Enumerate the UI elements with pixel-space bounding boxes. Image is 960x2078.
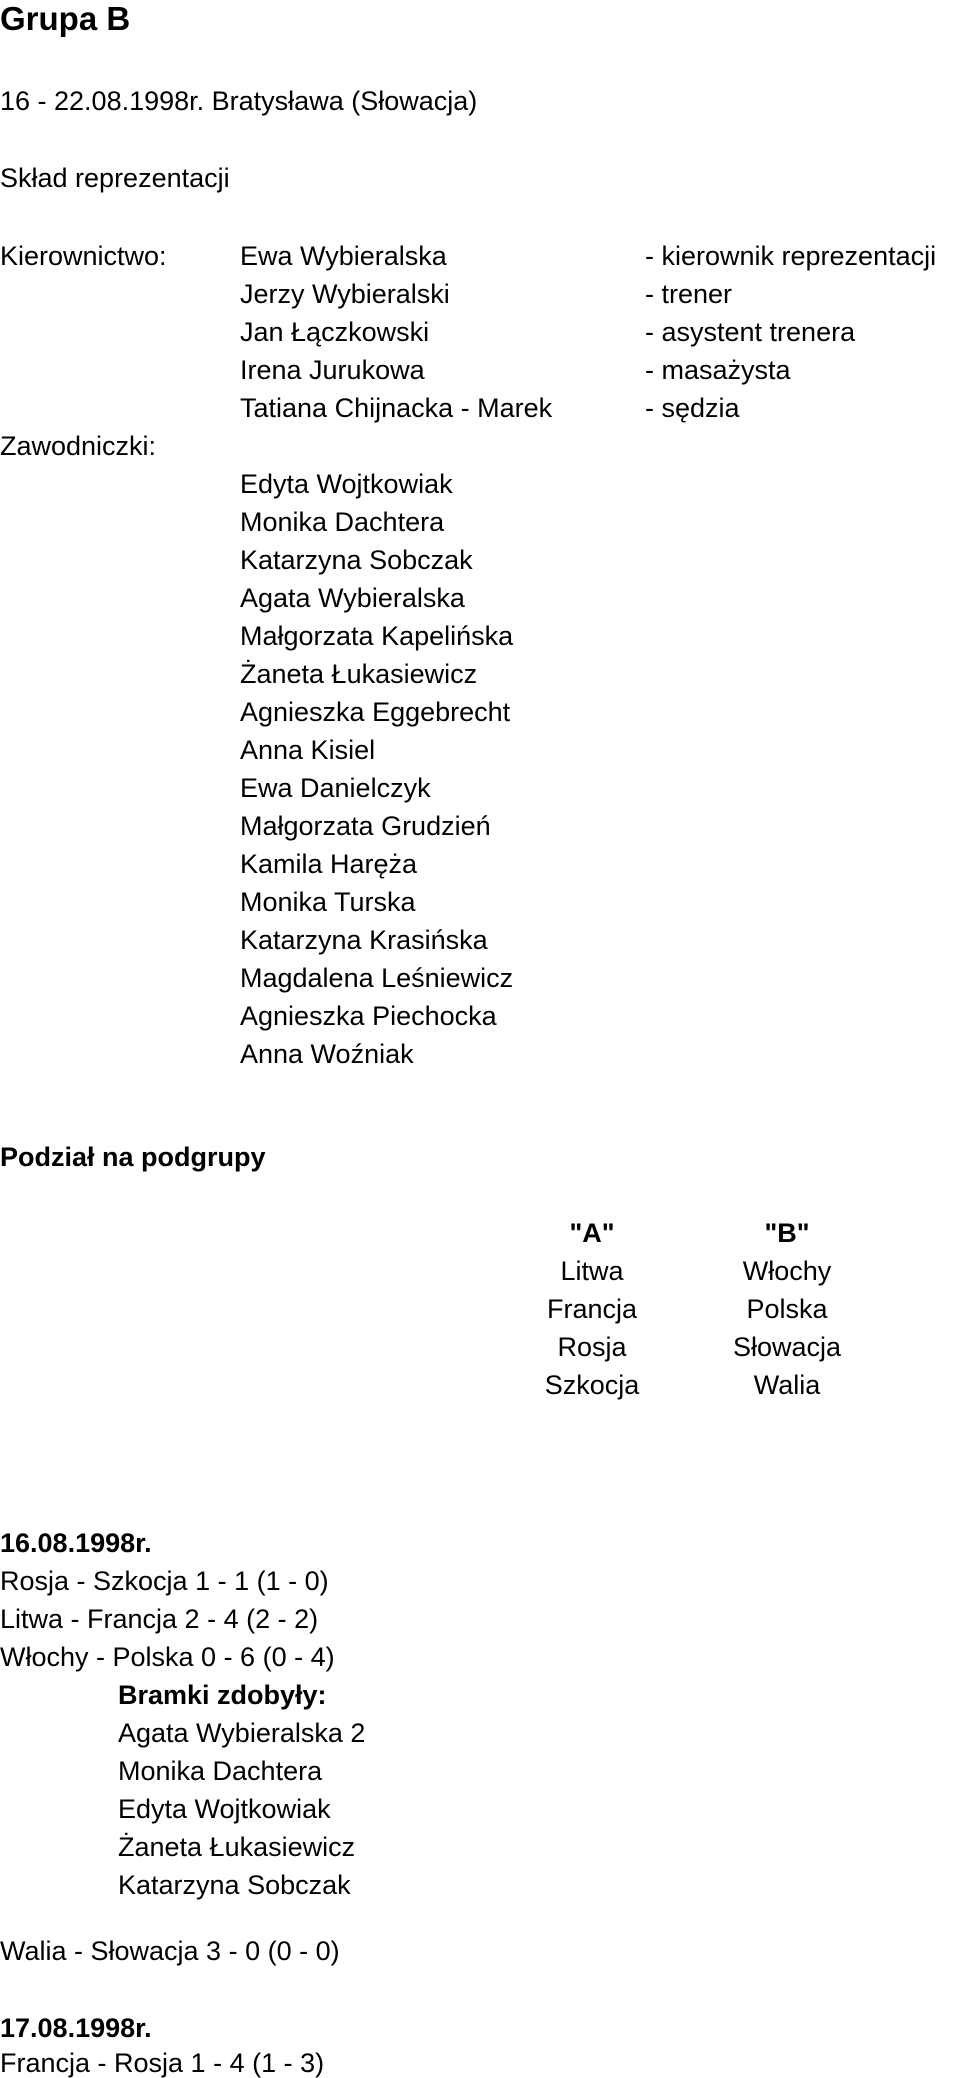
- player-name: Katarzyna Sobczak: [240, 545, 473, 575]
- scorer-name: Agata Wybieralska 2: [118, 1718, 366, 1748]
- subgroup-a-team: Francja: [546, 1294, 638, 1324]
- subgroup-a-header: "A": [569, 1218, 615, 1248]
- subgroup-b-team: Słowacja: [732, 1332, 842, 1362]
- management-role: - trener: [645, 279, 733, 309]
- subgroup-b-team: Walia: [753, 1370, 821, 1400]
- player-name: Agata Wybieralska: [240, 583, 465, 613]
- management-role: - asystent trenera: [645, 317, 856, 347]
- management-name: Jerzy Wybieralski: [240, 279, 450, 309]
- player-name: Monika Turska: [240, 887, 416, 917]
- player-name: Katarzyna Krasińska: [240, 925, 488, 955]
- day1-date: 16.08.1998r.: [0, 1528, 152, 1558]
- player-name: Monika Dachtera: [240, 507, 445, 537]
- management-name: Jan Łączkowski: [240, 317, 430, 347]
- player-name: Anna Woźniak: [240, 1039, 414, 1069]
- management-role: - masażysta: [645, 355, 791, 385]
- player-name: Małgorzata Kapelińska: [240, 621, 514, 651]
- players-label: Zawodniczki:: [0, 431, 157, 461]
- subgroup-b-header: "B": [764, 1218, 810, 1248]
- match-result: Rosja - Szkocja 1 - 1 (1 - 0): [0, 1566, 329, 1596]
- player-name: Agnieszka Piechocka: [240, 1001, 497, 1031]
- team-header: Skład reprezentacji: [0, 163, 230, 193]
- subgroup-a-team: Litwa: [560, 1256, 624, 1286]
- player-name: Edyta Wojtkowiak: [240, 469, 453, 499]
- player-name: Anna Kisiel: [240, 735, 376, 765]
- scorer-name: Katarzyna Sobczak: [118, 1870, 351, 1900]
- player-name: Magdalena Leśniewicz: [240, 963, 514, 993]
- match-result: Walia - Słowacja 3 - 0 (0 - 0): [0, 1936, 340, 1966]
- dates-location: 16 - 22.08.1998r. Bratysława (Słowacja): [0, 86, 478, 116]
- player-name: Ewa Danielczyk: [240, 773, 431, 803]
- subgroup-a-team: Rosja: [557, 1332, 627, 1362]
- management-label: Kierownictwo:: [0, 241, 167, 271]
- match-result: Litwa - Francja 2 - 4 (2 - 2): [0, 1604, 319, 1634]
- subgroup-a-team: Szkocja: [544, 1370, 640, 1400]
- management-role: - sędzia: [645, 393, 740, 423]
- management-name: Tatiana Chijnacka - Marek: [240, 393, 553, 423]
- scorer-name: Edyta Wojtkowiak: [118, 1794, 331, 1824]
- page-title: Grupa B: [0, 0, 131, 37]
- player-name: Agnieszka Eggebrecht: [240, 697, 511, 727]
- subgroup-b-team: Włochy: [742, 1256, 832, 1286]
- player-name: Żaneta Łukasiewicz: [240, 659, 478, 689]
- match-result: Francja - Rosja 1 - 4 (1 - 3): [0, 2048, 325, 2078]
- subgroup-b-team: Polska: [746, 1294, 828, 1324]
- subgroups-title: Podział na podgrupy: [0, 1142, 266, 1172]
- player-name: Małgorzata Grudzień: [240, 811, 491, 841]
- day2-date: 17.08.1998r.: [0, 2013, 152, 2043]
- scorers-label: Bramki zdobyły:: [118, 1680, 327, 1710]
- player-name: Kamila Haręża: [240, 849, 418, 879]
- scorer-name: Monika Dachtera: [118, 1756, 323, 1786]
- match-result: Włochy - Polska 0 - 6 (0 - 4): [0, 1642, 335, 1672]
- management-name: Irena Jurukowa: [240, 355, 425, 385]
- management-role: - kierownik reprezentacji: [645, 241, 937, 271]
- scorer-name: Żaneta Łukasiewicz: [118, 1832, 356, 1862]
- management-name: Ewa Wybieralska: [240, 241, 447, 271]
